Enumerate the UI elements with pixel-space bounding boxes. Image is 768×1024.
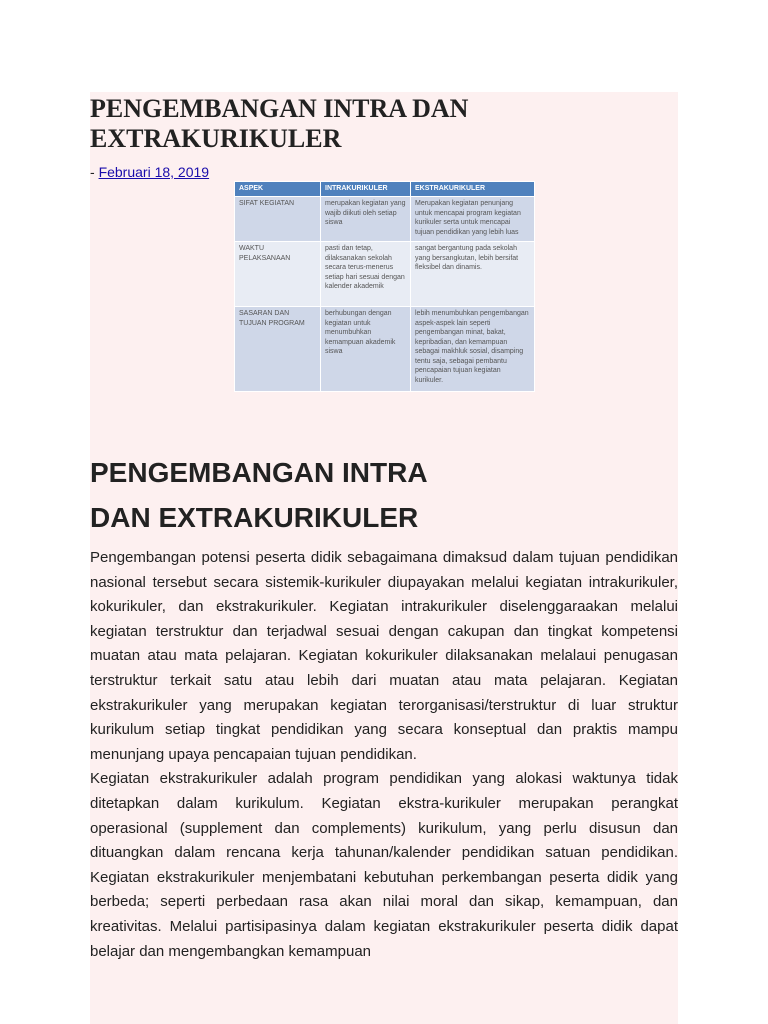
section-heading-line-1: PENGEMBANGAN INTRA xyxy=(90,457,428,488)
post-title: PENGEMBANGAN INTRA DAN EXTRAKURIKULER xyxy=(90,94,469,153)
table-cell: lebih menumbuhkan pengembangan aspek-aspek lain seperti pengembangan minat, bakat, kepribadian, dan kemampuan sebagai makhluk sosial, disamping tentu saja, sebagai pembantu pencapaian tujuan kegiatan kurikuler. xyxy=(411,307,535,392)
table-cell: SIFAT KEGIATAN xyxy=(235,197,321,242)
article-body xyxy=(90,546,678,964)
post-meta xyxy=(90,164,209,180)
table-row xyxy=(235,307,535,392)
post-date-link[interactable]: Februari 18, 2019 xyxy=(98,164,210,180)
table-cell: sangat bergantung pada sekolah yang bersangkutan, lebih bersifat fleksibel dan dinamis. xyxy=(411,242,535,307)
comparison-table-image xyxy=(234,181,535,392)
table-cell: merupakan kegiatan yang wajib diikuti oleh setiap siswa xyxy=(321,197,411,242)
table-header-row xyxy=(235,182,535,197)
table-cell: berhubungan dengan kegiatan untuk menumbuhkan kemampuan akademik siswa xyxy=(321,307,411,392)
table-header-cell: EKSTRAKURIKULER xyxy=(411,182,535,197)
table-header-cell: INTRAKURIKULER xyxy=(321,182,411,197)
table-row xyxy=(235,197,535,242)
section-heading-line-2: DAN EXTRAKURIKULER xyxy=(90,502,419,533)
table-row xyxy=(235,242,535,307)
table-header-cell: ASPEK xyxy=(235,182,321,197)
paragraph: Pengembangan potensi peserta didik sebagaimana dimaksud dalam tujuan pendidikan nasional tersebut secara sistemik-kurikuler diupayakan melalui kegiatan intrakurikuler, kokurikuler, dan ekstrakurikuler. Kegiatan intrakurikuler diselenggaraakan melalui kegiatan terstruktur dan terjadwal sesuai dengan cakupan dan tingkat kompetensi muatan atau mata pelajaran. Kegiatan kokurikuler dilaksanakan melalaui penugasan terstruktur terkait satu atau lebih dari muatan atau mata pelajaran. Kegiatan ekstrakurikuler yang merupakan kegiatan terorganisasi/terstruktur di luar struktur kurikulum setiap tingkat pendidikan yang secara konseptual dan praktis mampu menunjang upaya pencapaian tujuan pendidikan. xyxy=(90,549,678,763)
date-prefix: - xyxy=(90,164,99,180)
table-cell: WAKTU PELAKSANAAN xyxy=(235,242,321,307)
table-cell: pasti dan tetap, dilaksanakan sekolah secara terus-menerus setiap hari sesuai dengan kalender akademik xyxy=(321,242,411,307)
section-heading xyxy=(90,450,590,540)
table-cell: SASARAN DAN TUJUAN PROGRAM xyxy=(235,307,321,392)
paragraph: Kegiatan ekstrakurikuler adalah program pendidikan yang alokasi waktunya tidak ditetapkan dalam kurikulum. Kegiatan ekstra-kurikuler merupakan perangkat operasional (supplement dan complements) kurikulum, yang perlu disusun dan dituangkan dalam rencana kerja tahunan/kalender pendidikan satuan pendidikan. Kegiatan ekstrakurikuler menjembatani kebutuhan perkembangan peserta didik yang berbeda; seperti perbedaan rasa akan nilai moral dan sikap, kemampuan, dan kreativitas. Melalui partisipasinya dalam kegiatan ekstrakurikuler peserta didik dapat belajar dan mengembangkan kemampuan xyxy=(90,770,678,960)
table-cell: Merupakan kegiatan penunjang untuk mencapai program kegiatan kurikuler serta untuk mencapai tujuan pendidikan yang lebih luas xyxy=(411,197,535,242)
